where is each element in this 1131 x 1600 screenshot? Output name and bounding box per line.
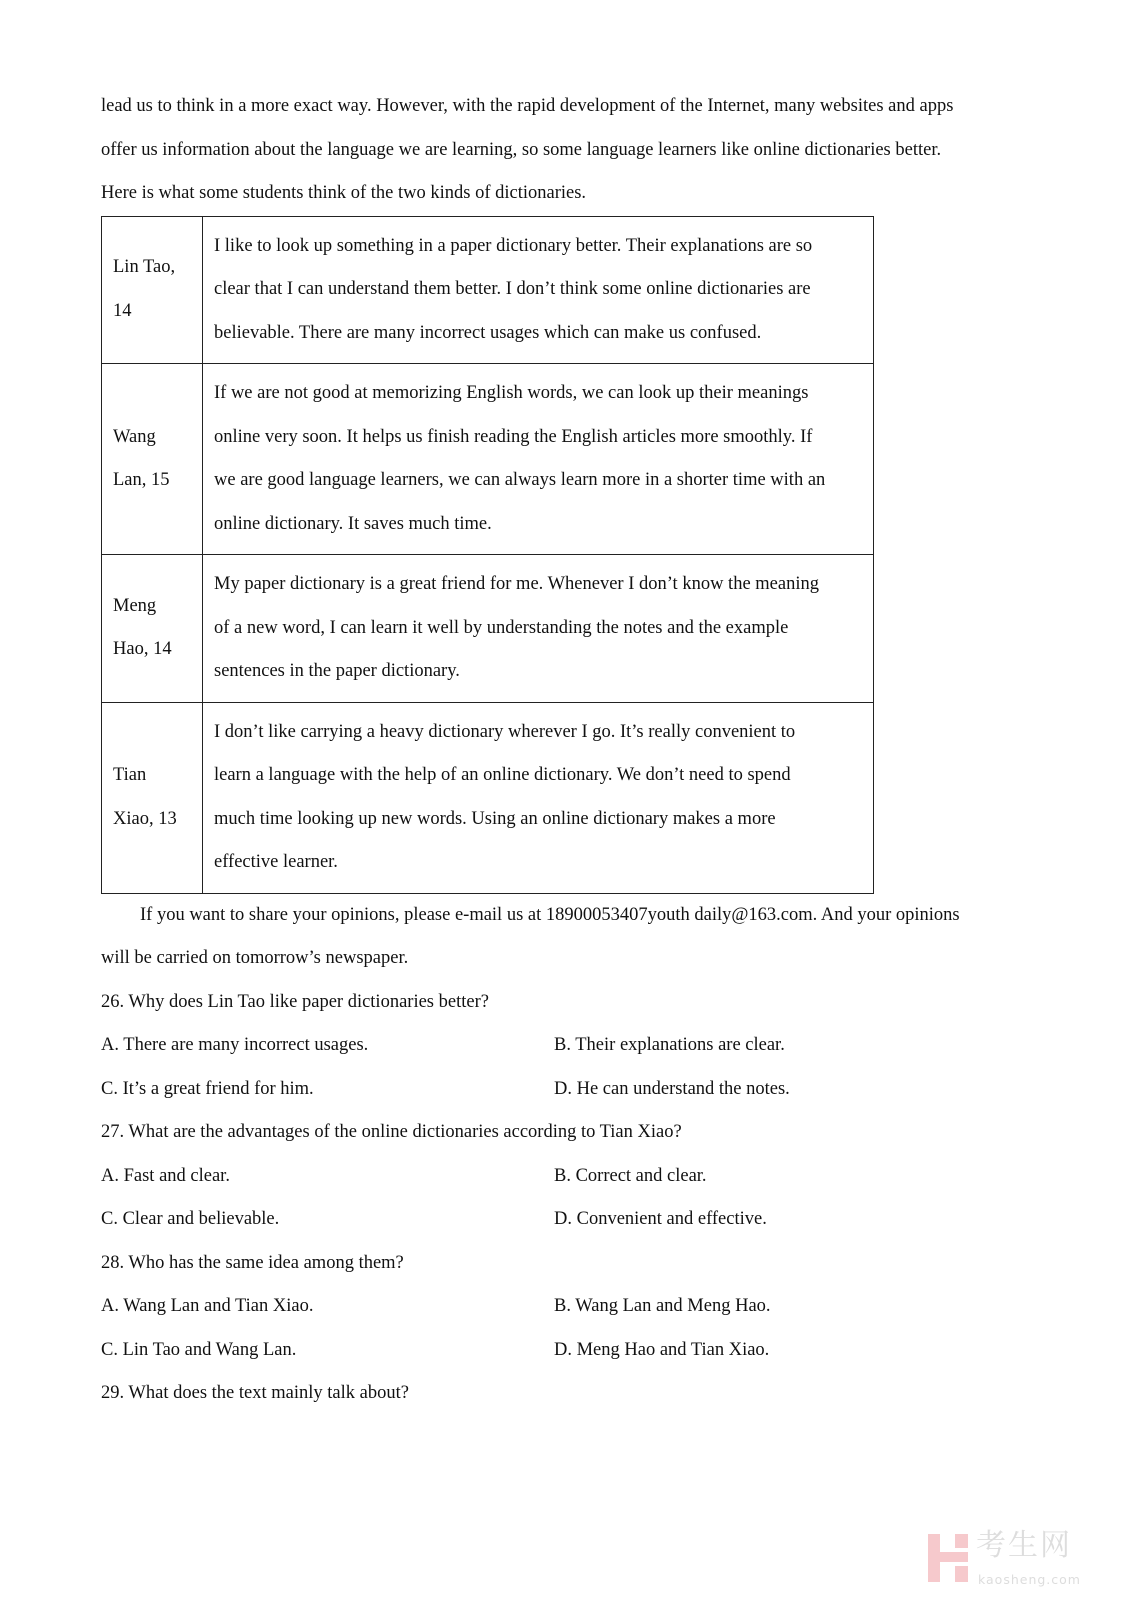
options-grid bbox=[101, 1155, 1111, 1242]
options-grid bbox=[101, 1024, 1111, 1111]
option-b: B. Wang Lan and Meng Hao. bbox=[554, 1296, 771, 1316]
question-28 bbox=[101, 1242, 1111, 1373]
option-d: D. Meng Hao and Tian Xiao. bbox=[554, 1339, 770, 1360]
student-name bbox=[102, 702, 203, 893]
name-line: 14 bbox=[113, 300, 132, 321]
question-text: 29. What does the text mainly talk about? bbox=[101, 1383, 409, 1403]
opinion-line: effective learner. bbox=[214, 852, 338, 872]
name-line: Wang bbox=[113, 426, 156, 447]
text-line: lead us to think in a more exact way. However, with the rapid development of the Internet, many websites and apps bbox=[101, 96, 954, 116]
name-line: Meng bbox=[113, 595, 157, 616]
question-text: 27. What are the advantages of the online dictionaries according to Tian Xiao? bbox=[101, 1122, 682, 1142]
opinion-line: My paper dictionary is a great friend for me. Whenever I don’t know the meaning bbox=[214, 574, 819, 594]
student-opinion bbox=[203, 555, 874, 703]
kaosheng-logo-icon bbox=[928, 1534, 968, 1582]
option-a: A. There are many incorrect usages. bbox=[101, 1035, 369, 1055]
name-line: Xiao, 13 bbox=[113, 808, 177, 829]
question-26 bbox=[101, 981, 1111, 1112]
option-c: C. It’s a great friend for him. bbox=[101, 1078, 314, 1099]
student-opinion bbox=[203, 216, 874, 364]
intro-paragraph bbox=[101, 85, 1111, 216]
kaosheng-watermark bbox=[928, 1528, 1118, 1596]
outro-paragraph bbox=[101, 894, 1111, 981]
student-name bbox=[102, 555, 203, 703]
text-line: offer us information about the language we are learning, so some language learners like online dictionaries better. bbox=[101, 139, 942, 160]
option-d: D. Convenient and effective. bbox=[554, 1209, 767, 1229]
name-line: Tian bbox=[113, 765, 147, 785]
opinion-line: online dictionary. It saves much time. bbox=[214, 513, 492, 534]
opinion-line: If we are not good at memorizing English words, we can look up their meanings bbox=[214, 383, 809, 403]
question-27 bbox=[101, 1111, 1111, 1242]
opinion-line: of a new word, I can learn it well by understanding the notes and the example bbox=[214, 617, 789, 638]
table-row bbox=[102, 216, 874, 364]
opinion-line: I don’t like carrying a heavy dictionary wherever I go. It’s really convenient to bbox=[214, 721, 796, 742]
opinion-line: sentences in the paper dictionary. bbox=[214, 661, 460, 681]
watermark-url: kaosheng.com bbox=[978, 1572, 1081, 1587]
opinion-line: learn a language with the help of an online dictionary. We don’t need to spend bbox=[214, 765, 791, 785]
text-line: If you want to share your opinions, please e-mail us at 18900053407youth daily@163.com. And your opinions bbox=[140, 904, 960, 925]
watermark-chinese: 考生网 bbox=[976, 1528, 1072, 1563]
name-line: Lin Tao, bbox=[113, 257, 176, 278]
question-text: 28. Who has the same idea among them? bbox=[101, 1252, 404, 1273]
opinions-table bbox=[101, 216, 874, 894]
options-grid bbox=[101, 1285, 1111, 1372]
option-c: C. Lin Tao and Wang Lan. bbox=[101, 1339, 297, 1360]
question-29 bbox=[101, 1372, 1111, 1416]
opinion-line: clear that I can understand them better. I don’t think some online dictionaries are bbox=[214, 279, 811, 299]
opinion-line: online very soon. It helps us finish reading the English articles more smoothly. If bbox=[214, 426, 813, 447]
question-text: 26. Why does Lin Tao like paper dictionaries better? bbox=[101, 991, 489, 1012]
table-row bbox=[102, 364, 874, 555]
option-a: A. Wang Lan and Tian Xiao. bbox=[101, 1296, 314, 1316]
table-row bbox=[102, 555, 874, 703]
student-name bbox=[102, 216, 203, 364]
name-line: Hao, 14 bbox=[113, 639, 172, 660]
option-a: A. Fast and clear. bbox=[101, 1165, 230, 1186]
opinion-line: believable. There are many incorrect usages which can make us confused. bbox=[214, 322, 762, 343]
exam-page bbox=[101, 85, 1111, 1416]
text-line: Here is what some students think of the two kinds of dictionaries. bbox=[101, 183, 587, 203]
option-d: D. He can understand the notes. bbox=[554, 1078, 790, 1099]
text-line: will be carried on tomorrow’s newspaper. bbox=[101, 948, 409, 968]
name-line: Lan, 15 bbox=[113, 470, 170, 490]
table-row bbox=[102, 702, 874, 893]
option-b: B. Their explanations are clear. bbox=[554, 1035, 785, 1055]
opinion-line: much time looking up new words. Using an online dictionary makes a more bbox=[214, 808, 776, 829]
opinion-line: we are good language learners, we can always learn more in a shorter time with an bbox=[214, 470, 826, 490]
student-opinion bbox=[203, 364, 874, 555]
student-name bbox=[102, 364, 203, 555]
option-c: C. Clear and believable. bbox=[101, 1209, 280, 1229]
opinion-line: I like to look up something in a paper dictionary better. Their explanations are so bbox=[214, 235, 813, 256]
student-opinion bbox=[203, 702, 874, 893]
option-b: B. Correct and clear. bbox=[554, 1165, 707, 1186]
